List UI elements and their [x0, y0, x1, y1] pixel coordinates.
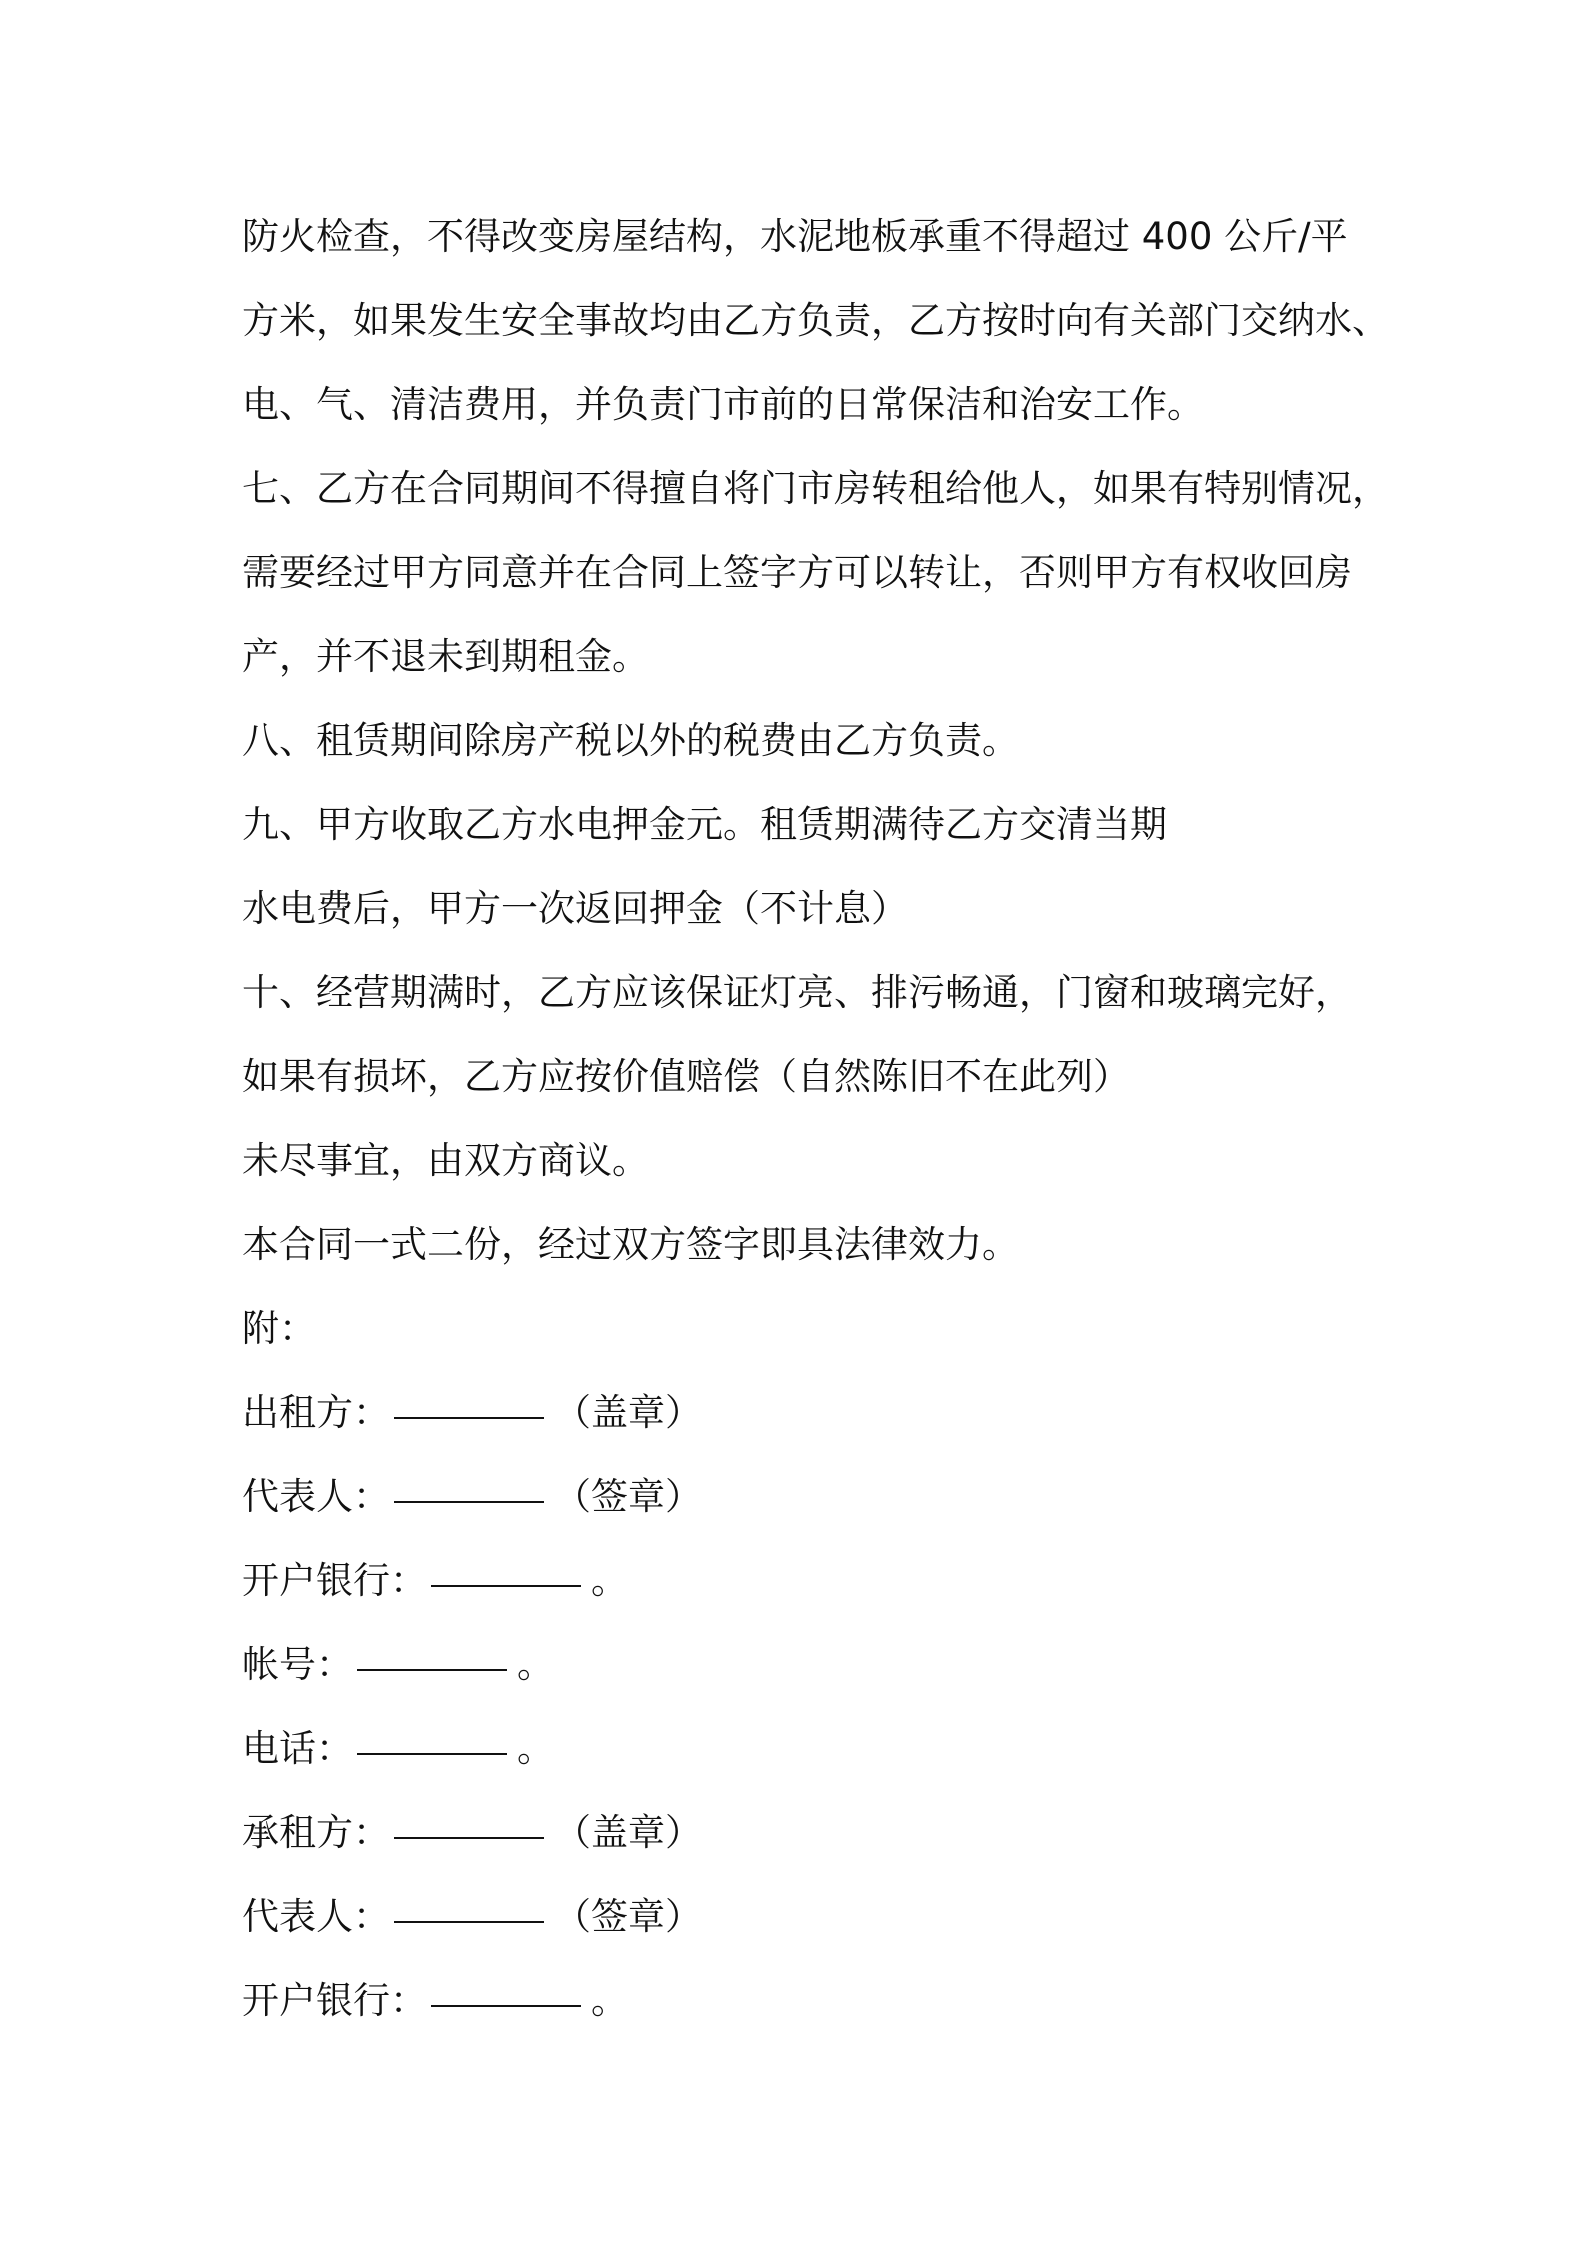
blank-line	[394, 1500, 544, 1503]
paragraph-line: 防火检查，不得改变房屋结构，水泥地板承重不得超过 400 公斤/平	[242, 215, 1348, 258]
paragraph-line: 产，并不退未到期租金。	[242, 635, 649, 678]
blank-line	[394, 1836, 544, 1839]
paragraph-line: 方米，如果发生安全事故均由乙方负责，乙方按时向有关部门交纳水、	[242, 299, 1389, 342]
paragraph-line: 本合同一式二份，经过双方签字即具法律效力。	[242, 1223, 1019, 1266]
lessor-bank-field	[242, 1539, 1362, 1623]
field-label: 电话：	[242, 1727, 353, 1770]
paragraph-line: 七、乙方在合同期间不得擅自将门市房转租给他人，如果有特别情况，	[242, 467, 1389, 510]
paragraph-line: 如果有损坏，乙方应按价值赔偿（自然陈旧不在此列）	[242, 1055, 1130, 1098]
field-suffix: 。	[591, 1559, 628, 1602]
appendix-heading: 附：	[242, 1307, 316, 1350]
field-suffix: 。	[591, 1979, 628, 2022]
field-suffix: 。	[517, 1727, 554, 1770]
lessee-field	[242, 1791, 1362, 1875]
paragraph-line: 八、租赁期间除房产税以外的税费由乙方负责。	[242, 719, 1019, 762]
field-suffix: （签章）	[554, 1475, 702, 1518]
lessor-field	[242, 1371, 1362, 1455]
contract-body	[242, 195, 1389, 2043]
field-label: 开户银行：	[242, 1979, 427, 2022]
field-label: 代表人：	[242, 1475, 390, 1518]
field-label: 承租方：	[242, 1811, 390, 1854]
paragraph-line: 电、气、清洁费用，并负责门市前的日常保洁和治安工作。	[242, 383, 1204, 426]
blank-line	[357, 1668, 507, 1671]
field-suffix: （盖章）	[554, 1811, 702, 1854]
blank-line	[431, 1584, 581, 1587]
blank-line	[394, 1416, 544, 1419]
paragraph-line: 未尽事宜，由双方商议。	[242, 1139, 649, 1182]
lessor-account-field	[242, 1623, 1362, 1707]
paragraph-line: 九、甲方收取乙方水电押金元。租赁期满待乙方交清当期	[242, 803, 1167, 846]
lessor-representative-field	[242, 1455, 1362, 1539]
paragraph-line: 水电费后，甲方一次返回押金（不计息）	[242, 887, 908, 930]
lessee-representative-field	[242, 1875, 1362, 1959]
field-suffix: （签章）	[554, 1895, 702, 1938]
field-label: 代表人：	[242, 1895, 390, 1938]
field-suffix: 。	[517, 1643, 554, 1686]
blank-line	[357, 1752, 507, 1755]
paragraph-line: 需要经过甲方同意并在合同上签字方可以转让，否则甲方有权收回房	[242, 551, 1352, 594]
blank-line	[431, 2004, 581, 2007]
blank-line	[394, 1920, 544, 1923]
field-suffix: （盖章）	[554, 1391, 702, 1434]
lessor-phone-field	[242, 1707, 1362, 1791]
field-label: 帐号：	[242, 1643, 353, 1686]
lessee-bank-field	[242, 1959, 1362, 2043]
field-label: 出租方：	[242, 1391, 390, 1434]
field-label: 开户银行：	[242, 1559, 427, 1602]
paragraph-line: 十、经营期满时，乙方应该保证灯亮、排污畅通，门窗和玻璃完好，	[242, 971, 1352, 1014]
